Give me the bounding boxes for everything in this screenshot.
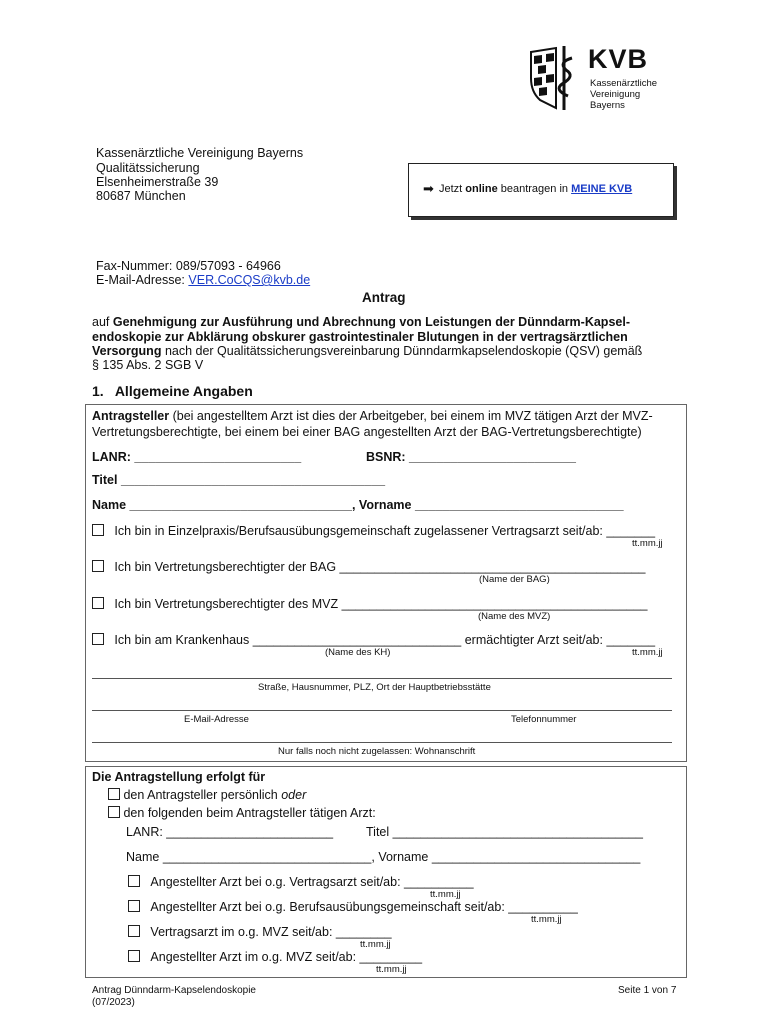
a2-date-hint: tt.mm.jj [531,914,562,925]
name-field[interactable]: Name ________________________________, Vorname ______________________________ [92,498,624,512]
online-apply-box [408,163,674,217]
opt-self-italic: oder [281,788,307,802]
meine-kvb-link[interactable]: MEINE KVB [571,183,633,195]
online-bold: online [465,183,498,195]
intro-line1 [92,315,630,329]
email-hint: E-Mail-Adresse [184,714,249,725]
opt4-hint: (Name des KH) [325,647,391,658]
address-org: Kassenärztliche Vereinigung Bayerns [96,146,304,160]
a4-date-hint: tt.mm.jj [376,964,407,975]
email-phone-line[interactable] [92,710,672,711]
box2-name-field[interactable]: Name ______________________________, Vorname ______________________________ [126,850,641,864]
opt2-label: Ich bin Vertretungsberechtigter der BAG ____________________________________________ [114,560,646,574]
box2-lanr-field[interactable]: LANR: ________________________ [126,825,334,839]
option-angest-vertragsarzt[interactable] [128,875,474,889]
a3-label: Vertragsarzt im o.g. MVZ seit/ab: ________ [150,925,392,939]
option-mvz[interactable] [92,597,648,611]
kvb-name-line1: Kassenärztliche [590,78,658,89]
option-other[interactable] [108,806,376,820]
a2-label: Angestellter Arzt bei o.g. Berufsausübungsgemeinschaft seit/ab: __________ [150,900,578,914]
kvb-name-line3: Bayerns [590,100,625,111]
intro-line3 [92,344,642,358]
option-bag[interactable] [92,560,645,574]
footer-doc-name: Antrag Dünndarm-Kapselendoskopie [92,985,256,996]
home-hint: Nur falls noch nicht zugelassen: Wohnanschrift [278,746,476,757]
a1-label: Angestellter Arzt bei o.g. Vertragsarzt seit/ab: __________ [150,875,474,889]
online-mid: beantragen in [497,183,572,195]
opt3-label: Ich bin Vertretungsberechtigter des MVZ ____________________________________________ [114,597,648,611]
opt4-date-hint: tt.mm.jj [632,647,663,658]
box2-titel-field[interactable]: Titel ____________________________________ [366,825,643,839]
section-heading: 1. Allgemeine Angaben [92,383,253,399]
a4-label: Angestellter Arzt im o.g. MVZ seit/ab: _________ [150,950,423,964]
opt1-label: Ich bin in Einzelpraxis/Berufsausübungsgemeinschaft zugelassener Vertragsarzt seit/ab: _______ [114,524,656,538]
option-angest-mvz[interactable] [128,950,422,964]
kvb-logo [528,44,678,114]
arrow-right-icon: ➡ [423,181,434,196]
email-contact [96,273,310,287]
applicant-rest: (bei angestelltem Arzt ist dies der Arbeitgeber, bei einem im MVZ tätigen Arzt der MVZ- [169,409,653,423]
applicant-desc-line1 [92,409,653,423]
checkbox-angest-mvz[interactable] [128,950,140,962]
intro-auf: auf [92,315,113,329]
address-dept: Qualitätssicherung [96,161,200,175]
intro-line4: § 135 Abs. 2 SGB V [92,358,204,372]
checkbox-krankenhaus[interactable] [92,633,104,645]
address-street: Elsenheimerstraße 39 [96,175,219,189]
intro-bold1: Genehmigung zur Ausführung und Abrechnung von Leistungen der Dünndarm-Kapsel- [112,315,630,329]
checkbox-vertragsarzt-mvz[interactable] [128,925,140,937]
option-vertragsarzt-mvz[interactable] [128,925,392,939]
checkbox-angest-bag[interactable] [128,900,140,912]
online-apply-text [439,183,632,195]
kvb-brand: KVB [588,44,649,74]
checkbox-angest-vertragsarzt[interactable] [128,875,140,887]
address-city: 80687 München [96,189,186,203]
opt2-hint: (Name der BAG) [479,574,550,585]
checkbox-self[interactable] [108,788,120,800]
titel-field[interactable]: Titel ______________________________________ [92,473,386,487]
checkbox-mvz[interactable] [92,597,104,609]
phone-hint: Telefonnummer [511,714,577,725]
option-krankenhaus[interactable] [92,633,655,647]
checkbox-bag[interactable] [92,560,104,572]
opt-other-label: den folgenden beim Antragsteller tätigen Arzt: [123,806,376,820]
kvb-emblem-icon [528,44,582,112]
intro-bold3: Versorgung [92,344,162,358]
lanr-field[interactable]: LANR: ________________________ [92,450,302,464]
applicant-desc-line2: Vertretungsberechtigte, bei einem bei einer BAG angestellten Arzt der BAG-Vertretungsberechtigte) [92,425,642,439]
page-title: Antrag [362,290,406,305]
opt3-hint: (Name des MVZ) [478,611,551,622]
home-line[interactable] [92,742,672,743]
opt1-date-hint: tt.mm.jj [632,538,663,549]
kvb-name-line2: Vereinigung [590,89,641,100]
footer-page-number: Seite 1 von 7 [618,985,677,996]
address-hint: Straße, Hausnummer, PLZ, Ort der Hauptbetriebsstätte [258,682,491,693]
option-self[interactable] [108,788,306,802]
a3-date-hint: tt.mm.jj [360,939,391,950]
address-line[interactable] [92,678,672,679]
a1-date-hint: tt.mm.jj [430,889,461,900]
intro-line2: endoskopie zur Abklärung obskurer gastrointestinaler Blutungen in der vertragsärztlichen [92,330,628,344]
box2-heading: Die Antragstellung erfolgt für [92,770,266,784]
fax-number: Fax-Nummer: 089/57093 - 64966 [96,259,281,273]
checkbox-other[interactable] [108,806,120,818]
footer-version: (07/2023) [92,997,135,1008]
bsnr-field[interactable]: BSNR: ________________________ [366,450,576,464]
intro-rest3: nach der Qualitätssicherungsvereinbarung Dünndarmkapselendoskopie (QSV) gemäß [161,344,643,358]
email-link[interactable]: VER.CoCQS@kvb.de [188,273,311,287]
email-label: E-Mail-Adresse: [96,273,189,287]
applicant-bold: Antragsteller [92,409,170,423]
online-prefix: Jetzt [439,183,466,195]
checkbox-einzelpraxis[interactable] [92,524,104,536]
option-angest-bag[interactable] [128,900,578,914]
option-einzelpraxis[interactable] [92,524,655,538]
opt-self-label: den Antragsteller persönlich [123,788,282,802]
opt4-label: Ich bin am Krankenhaus ______________________________ ermächtigter Arzt seit/ab: _______ [114,633,656,647]
